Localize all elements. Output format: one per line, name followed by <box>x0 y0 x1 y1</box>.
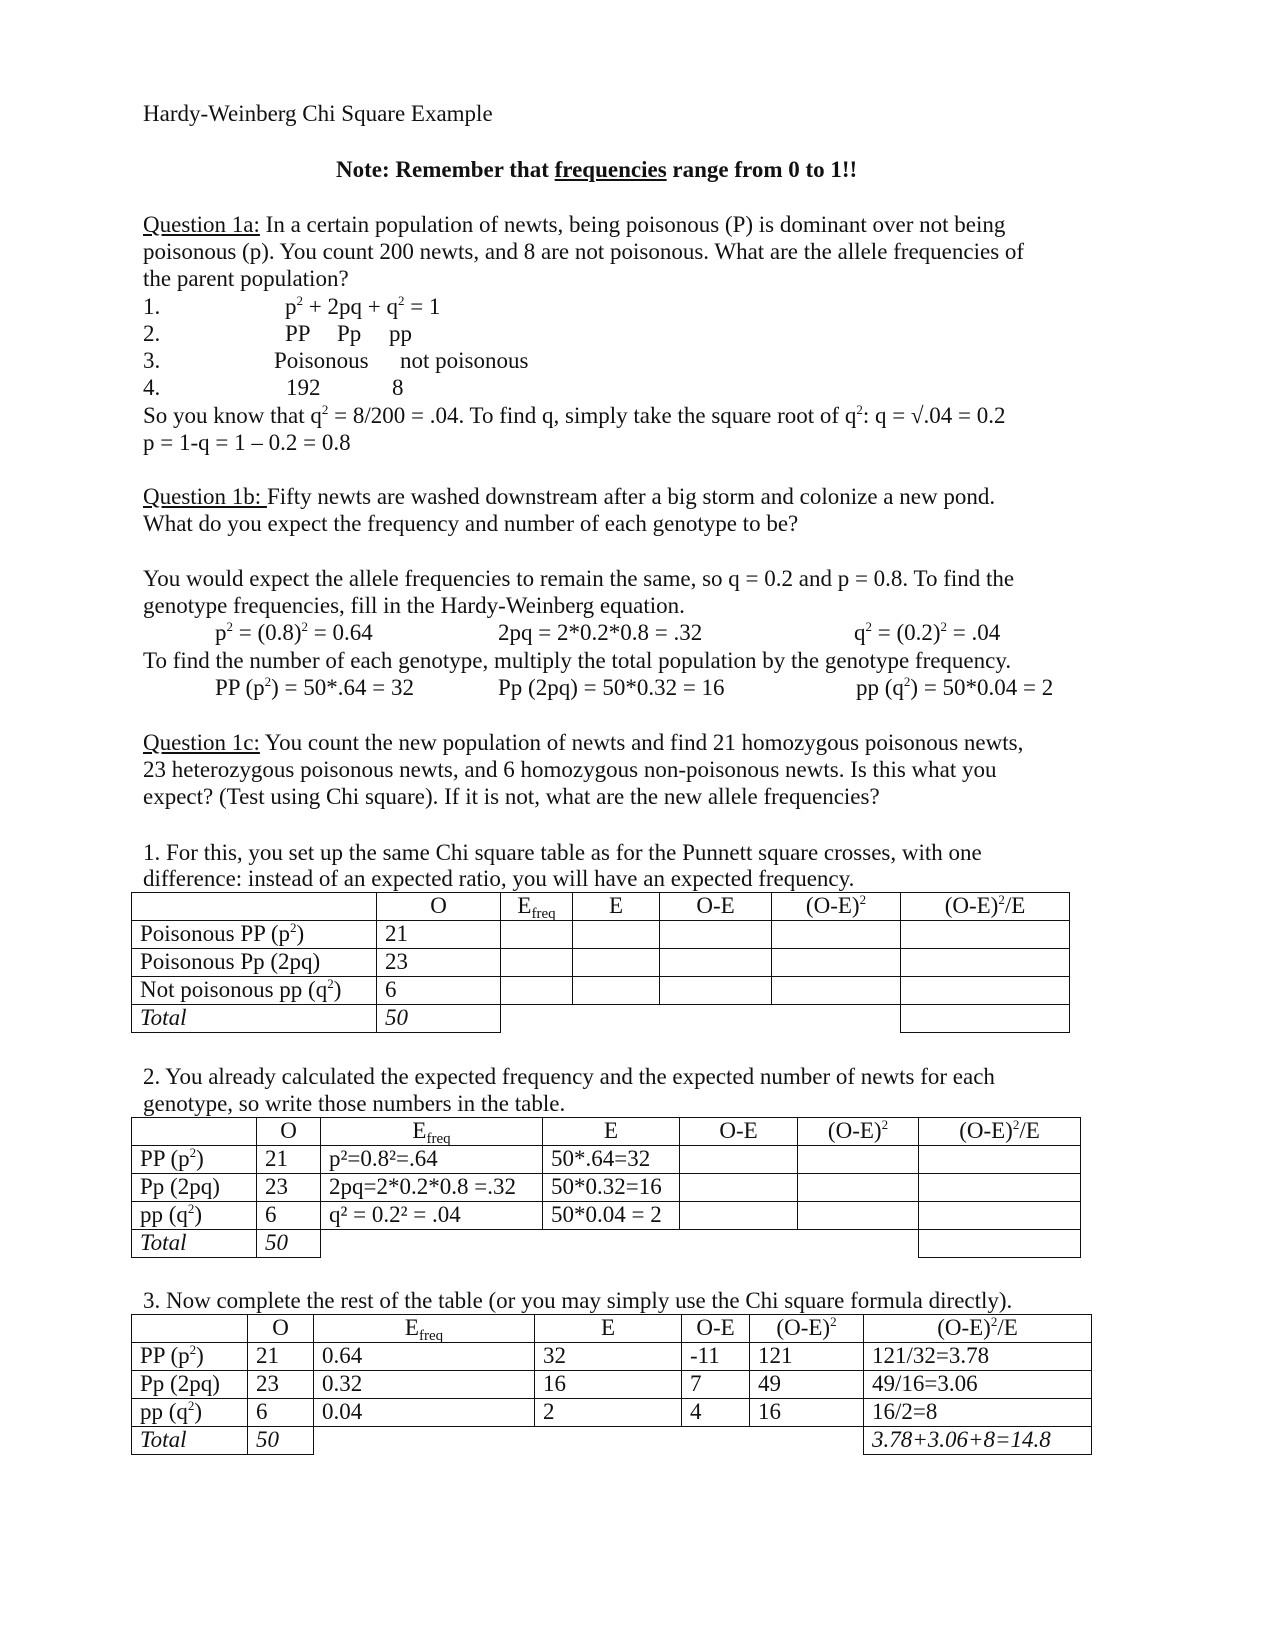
row-label-a: PP (p <box>140 1146 190 1171</box>
cell-chi-term <box>901 949 1070 977</box>
cell-observed: 6 <box>248 1399 314 1427</box>
q1b-eq-2pq: 2pq = 2*0.2*0.8 = .32 <box>498 620 703 645</box>
q1a-step-num-2: 2. <box>143 321 161 346</box>
q1a-answer-p: p = 1-q = 1 – 0.2 = 0.8 <box>143 430 351 455</box>
table-header-row <box>132 1315 1092 1343</box>
cell-expected: 50*.64=32 <box>543 1146 680 1174</box>
header-oe2e-a: (O-E) <box>959 1118 1013 1143</box>
cell-o-minus-e <box>660 977 772 1005</box>
header-expected: E <box>535 1315 682 1343</box>
header-observed: O <box>248 1315 314 1343</box>
row-label: PP $(p^2)$ <box>132 1146 257 1174</box>
step1-line1: 1. For this, you set up the same Chi square table as for the Punnett square crosses, with one <box>143 840 982 865</box>
cell-expected <box>573 921 660 949</box>
row-label: Poisonous Pp (2pq) <box>132 949 377 977</box>
total-label: Total <box>132 1427 248 1455</box>
q1b-eq-q2-b: = .04 <box>947 620 1001 645</box>
q1a-line2: poisonous (p). You count 200 newts, and 8 are not poisonous. What are the allele frequencies of <box>143 239 1025 264</box>
cell-observed: 23 <box>257 1174 321 1202</box>
header-oe2-text: (O-E) <box>827 1118 882 1143</box>
cell-o-minus-e <box>660 949 772 977</box>
cell-o-minus-e-squared <box>798 1174 919 1202</box>
blank-cell <box>682 1427 750 1455</box>
table-row <box>132 977 1070 1005</box>
header-oe2-text: (O-E) <box>776 1315 831 1340</box>
q1a-text-1: In a certain population of newts, being poisonous (P) is dominant over not being <box>259 212 1006 237</box>
cell-o-minus-e-squared <box>798 1146 919 1174</box>
total-label: Total <box>132 1005 377 1033</box>
q1b-para2: genotype frequencies, fill in the Hardy-Weinberg equation. <box>143 593 685 618</box>
cell-o-minus-e-squared <box>798 1202 919 1230</box>
row-label: Poisonous PP $(p^2)$ <box>132 921 377 949</box>
table-total-row <box>132 1427 1092 1455</box>
blank-cell <box>321 1230 543 1258</box>
q1b-eq-p2-b: = 0.64 <box>308 620 373 645</box>
q1a-genotype-Pp: Pp <box>337 321 362 346</box>
q1b-line2: What do you expect the frequency and number of each genotype to be? <box>143 511 799 536</box>
cell-o-minus-e: -11 <box>682 1343 750 1371</box>
note-emphasis: frequencies <box>554 157 667 182</box>
step2-line1: 2. You already calculated the expected frequency and the expected number of newts for each <box>143 1064 995 1089</box>
cell-chi-term <box>919 1146 1081 1174</box>
total-chi-square: 3.78+3.06+8=14.8 <box>864 1427 1092 1455</box>
cell-o-minus-e <box>680 1146 798 1174</box>
cell-observed: 23 <box>248 1371 314 1399</box>
q1b-eq-p2: $p^2 = (0.8)^2 = 0.64$ <box>215 619 373 645</box>
q1b-num-PP: PP $(p^2) = 50*.64 = 32$ <box>215 674 414 700</box>
table-row <box>132 1371 1092 1399</box>
row-label-b: ) <box>194 1202 203 1227</box>
cell-efreq: 0.64 <box>314 1343 535 1371</box>
q1a-answer-q: So you know that $q^2 = 8/200 = .04$. To find q, simply take the square root of $q^2$: q = √.04 = 0.2 <box>143 402 1006 428</box>
header-efreq-main: E <box>517 893 532 918</box>
page-title: Hardy-Weinberg Chi Square Example <box>143 101 493 126</box>
blank-cell <box>680 1230 798 1258</box>
q1b-num-PP-a: PP (p <box>215 675 265 700</box>
cell-chi-term <box>901 977 1070 1005</box>
row-label-b: ) <box>196 1146 204 1171</box>
header-efreq-main: E <box>404 1315 419 1340</box>
cell-o-minus-e: 4 <box>682 1399 750 1427</box>
step1-line2: difference: instead of an expected ratio, you will have an expected frequency. <box>143 866 855 891</box>
cell-observed: 21 <box>248 1343 314 1371</box>
row-label: Not poisonous pp $(q^2)$ <box>132 977 377 1005</box>
header-chi-term: $(O-E)^2/E$ <box>901 893 1070 921</box>
q1a-count-not-poisonous: 8 <box>392 375 404 400</box>
row-label: Pp (2pq) <box>132 1371 248 1399</box>
cell-chi-term <box>901 921 1070 949</box>
q1a-line3: the parent population? <box>143 266 349 291</box>
header-o-minus-e-squared: $(O-E)^2$ <box>750 1315 864 1343</box>
table-row <box>132 1399 1092 1427</box>
header-oe2e-b: /E <box>1004 893 1026 918</box>
header-blank <box>132 1118 257 1146</box>
cell-chi-term <box>919 1202 1081 1230</box>
header-efreq-main: E <box>412 1118 427 1143</box>
cell-expected: 32 <box>535 1343 682 1371</box>
chi-table-3 <box>131 1314 1092 1455</box>
table-row <box>132 1146 1081 1174</box>
header-oe2e-b: /E <box>997 1315 1018 1340</box>
total-observed: 50 <box>248 1427 314 1455</box>
row-label: pp $(q^2)$ <box>132 1399 248 1427</box>
blank-cell <box>660 1005 772 1033</box>
table-row <box>132 921 1070 949</box>
blank-cell <box>501 1005 573 1033</box>
q1c-line1 <box>143 729 1023 756</box>
cell-efreq: 2pq=2*0.2*0.8 =.32 <box>321 1174 543 1202</box>
cell-o-minus-e: 7 <box>682 1371 750 1399</box>
q1a-phenotype-not-poisonous: not poisonous <box>400 348 529 373</box>
header-chi-term: $(O-E)^2/E$ <box>864 1315 1092 1343</box>
total-chi-term <box>919 1230 1081 1258</box>
cell-expected: 50*0.32=16 <box>543 1174 680 1202</box>
note-prefix: Note: Remember that <box>336 157 555 182</box>
note-line <box>336 156 857 183</box>
q1b-text-1: Fifty newts are washed downstream after a big storm and colonize a new pond. <box>266 484 996 509</box>
blank-cell <box>750 1427 864 1455</box>
total-observed: 50 <box>257 1230 321 1258</box>
total-label: Total <box>132 1230 257 1258</box>
cell-observed: 6 <box>377 977 501 1005</box>
cell-efreq <box>501 949 573 977</box>
table-total-row <box>132 1230 1081 1258</box>
cell-efreq: 0.32 <box>314 1371 535 1399</box>
blank-cell <box>543 1230 680 1258</box>
cell-o-minus-e-squared <box>772 977 901 1005</box>
cell-observed: 6 <box>257 1202 321 1230</box>
blank-cell <box>772 1005 901 1033</box>
header-efreq-sub: freq <box>426 1131 451 1147</box>
header-efreq-sub: freq <box>531 906 556 922</box>
q1c-line3: expect? (Test using Chi square). If it is not, what are the new allele frequencies? <box>143 784 880 809</box>
header-chi-term: $(O-E)^2/E$ <box>919 1118 1081 1146</box>
q1b-num-pp-b: ) = 50*0.04 = 2 <box>910 675 1054 700</box>
cell-efreq: q² = 0.2² = .04 <box>321 1202 543 1230</box>
total-observed: 50 <box>377 1005 501 1033</box>
blank-cell <box>573 1005 660 1033</box>
q1c-text-1: You count the new population of newts and find 21 homozygous poisonous newts, <box>259 730 1024 755</box>
total-chi-term <box>901 1005 1070 1033</box>
header-o-minus-e: O-E <box>660 893 772 921</box>
cell-o-minus-e <box>680 1174 798 1202</box>
table-row <box>132 1174 1081 1202</box>
cell-o-minus-e-squared <box>772 921 901 949</box>
header-efreq <box>501 893 573 921</box>
header-oe2e-a: (O-E) <box>937 1315 991 1340</box>
header-efreq-sub: freq <box>418 1328 444 1344</box>
header-o-minus-e: O-E <box>680 1118 798 1146</box>
header-oe2-text: (O-E) <box>805 893 860 918</box>
q1a-step-1-equation: $p^2 + 2pq + q^2 = 1$ <box>285 293 441 319</box>
q1b-para3: To find the number of each genotype, multiply the total population by the genotype frequency. <box>143 648 1012 673</box>
row-label-b: ) <box>296 921 305 946</box>
q1a-answer-part-c: : q = √.04 = 0.2 <box>862 403 1006 428</box>
blank-cell <box>314 1427 535 1455</box>
cell-o-minus-e <box>680 1202 798 1230</box>
q1a-step-num-1: 1. <box>143 294 161 319</box>
row-label-a: PP (p <box>140 1343 190 1368</box>
cell-expected <box>573 949 660 977</box>
cell-chi-term: 49/16=3.06 <box>864 1371 1092 1399</box>
q1b-num-Pp: Pp (2pq) = 50*0.32 = 16 <box>498 675 725 700</box>
cell-observed: 21 <box>377 921 501 949</box>
note-suffix: range from 0 to 1!! <box>666 157 858 182</box>
header-oe2e-b: /E <box>1019 1118 1040 1143</box>
header-efreq <box>321 1118 543 1146</box>
header-oe2e-a: (O-E) <box>944 893 999 918</box>
header-expected: E <box>543 1118 680 1146</box>
header-observed: O <box>377 893 501 921</box>
table-row <box>132 1343 1092 1371</box>
row-label-b: ) <box>194 1399 203 1424</box>
q1b-num-pp: pp $(q^2) = 50*0.04 = 2$ <box>856 674 1054 700</box>
row-label-a: Poisonous PP (p <box>140 921 290 946</box>
table-total-row <box>132 1005 1070 1033</box>
step3-line1: 3. Now complete the rest of the table (or you may simply use the Chi square formula directly). <box>143 1288 1013 1313</box>
cell-efreq <box>501 977 573 1005</box>
blank-cell <box>535 1427 682 1455</box>
step2-line2: genotype, so write those numbers in the table. <box>143 1091 566 1116</box>
header-o-minus-e: O-E <box>682 1315 750 1343</box>
table-header-row <box>132 1118 1081 1146</box>
row-label-a: pp (q <box>140 1399 188 1424</box>
blank-cell <box>798 1230 919 1258</box>
cell-expected: 50*0.04 = 2 <box>543 1202 680 1230</box>
row-label-a: pp (q <box>140 1202 188 1227</box>
header-blank <box>132 1315 248 1343</box>
table-header-row <box>132 893 1070 921</box>
q1a-step-num-3: 3. <box>143 348 161 373</box>
cell-o-minus-e-squared: 16 <box>750 1399 864 1427</box>
cell-efreq: 0.04 <box>314 1399 535 1427</box>
q1a-genotype-PP: PP <box>285 321 311 346</box>
q1b-eq-p2-a: = (0.8) <box>238 620 302 645</box>
cell-o-minus-e <box>660 921 772 949</box>
q1a-count-poisonous: 192 <box>286 375 321 400</box>
q1a-label: Question 1a: <box>143 212 260 237</box>
chi-table-2 <box>131 1117 1081 1258</box>
q1a-line1 <box>143 211 1005 238</box>
cell-efreq <box>501 921 573 949</box>
cell-chi-term: 121/32=3.78 <box>864 1343 1092 1371</box>
chi-table-1 <box>131 892 1070 1033</box>
header-efreq <box>314 1315 535 1343</box>
row-label-a: Not poisonous pp (q <box>140 977 328 1002</box>
row-label-b: ) <box>196 1343 204 1368</box>
q1b-num-pp-a: pp (q <box>856 675 904 700</box>
table-row <box>132 1202 1081 1230</box>
q1b-line1 <box>143 483 995 510</box>
table-row <box>132 949 1070 977</box>
cell-observed: 23 <box>377 949 501 977</box>
cell-chi-term: 16/2=8 <box>864 1399 1092 1427</box>
cell-o-minus-e-squared: 121 <box>750 1343 864 1371</box>
q1b-eq-q2-a: = (0.2) <box>877 620 941 645</box>
q1b-para1: You would expect the allele frequencies to remain the same, so q = 0.2 and p = 0.8. To find the <box>143 566 1015 591</box>
row-label: pp $(q^2)$ <box>132 1202 257 1230</box>
q1c-line2: 23 heterozygous poisonous newts, and 6 homozygous non-poisonous newts. Is this what you <box>143 757 997 782</box>
cell-chi-term <box>919 1174 1081 1202</box>
row-label: PP $(p^2)$ <box>132 1343 248 1371</box>
q1b-label: Question 1b: <box>143 484 267 509</box>
cell-expected: 16 <box>535 1371 682 1399</box>
q1c-label: Question 1c: <box>143 730 260 755</box>
header-o-minus-e-squared: $(O-E)^2$ <box>798 1118 919 1146</box>
q1a-genotype-pp: pp <box>389 321 412 346</box>
header-o-minus-e-squared: $(O-E)^2$ <box>772 893 901 921</box>
q1a-phenotype-poisonous: Poisonous <box>274 348 369 373</box>
header-expected: E <box>573 893 660 921</box>
cell-o-minus-e-squared <box>772 949 901 977</box>
cell-expected <box>573 977 660 1005</box>
q1a-answer-part-a: So you know that q <box>143 403 322 428</box>
row-label: Pp (2pq) <box>132 1174 257 1202</box>
q1a-step-num-4: 4. <box>143 375 161 400</box>
header-observed: O <box>257 1118 321 1146</box>
row-label-b: ) <box>333 977 342 1002</box>
cell-observed: 21 <box>257 1146 321 1174</box>
cell-expected: 2 <box>535 1399 682 1427</box>
cell-efreq: p²=0.8²=.64 <box>321 1146 543 1174</box>
q1a-answer-part-b: = 8/200 = .04. To find q, simply take the square root of q <box>328 403 857 428</box>
q1b-num-PP-b: ) = 50*.64 = 32 <box>271 675 414 700</box>
cell-o-minus-e-squared: 49 <box>750 1371 864 1399</box>
header-blank <box>132 893 377 921</box>
q1b-eq-q2: $q^2 = (0.2)^2 = .04$ <box>854 619 1001 645</box>
